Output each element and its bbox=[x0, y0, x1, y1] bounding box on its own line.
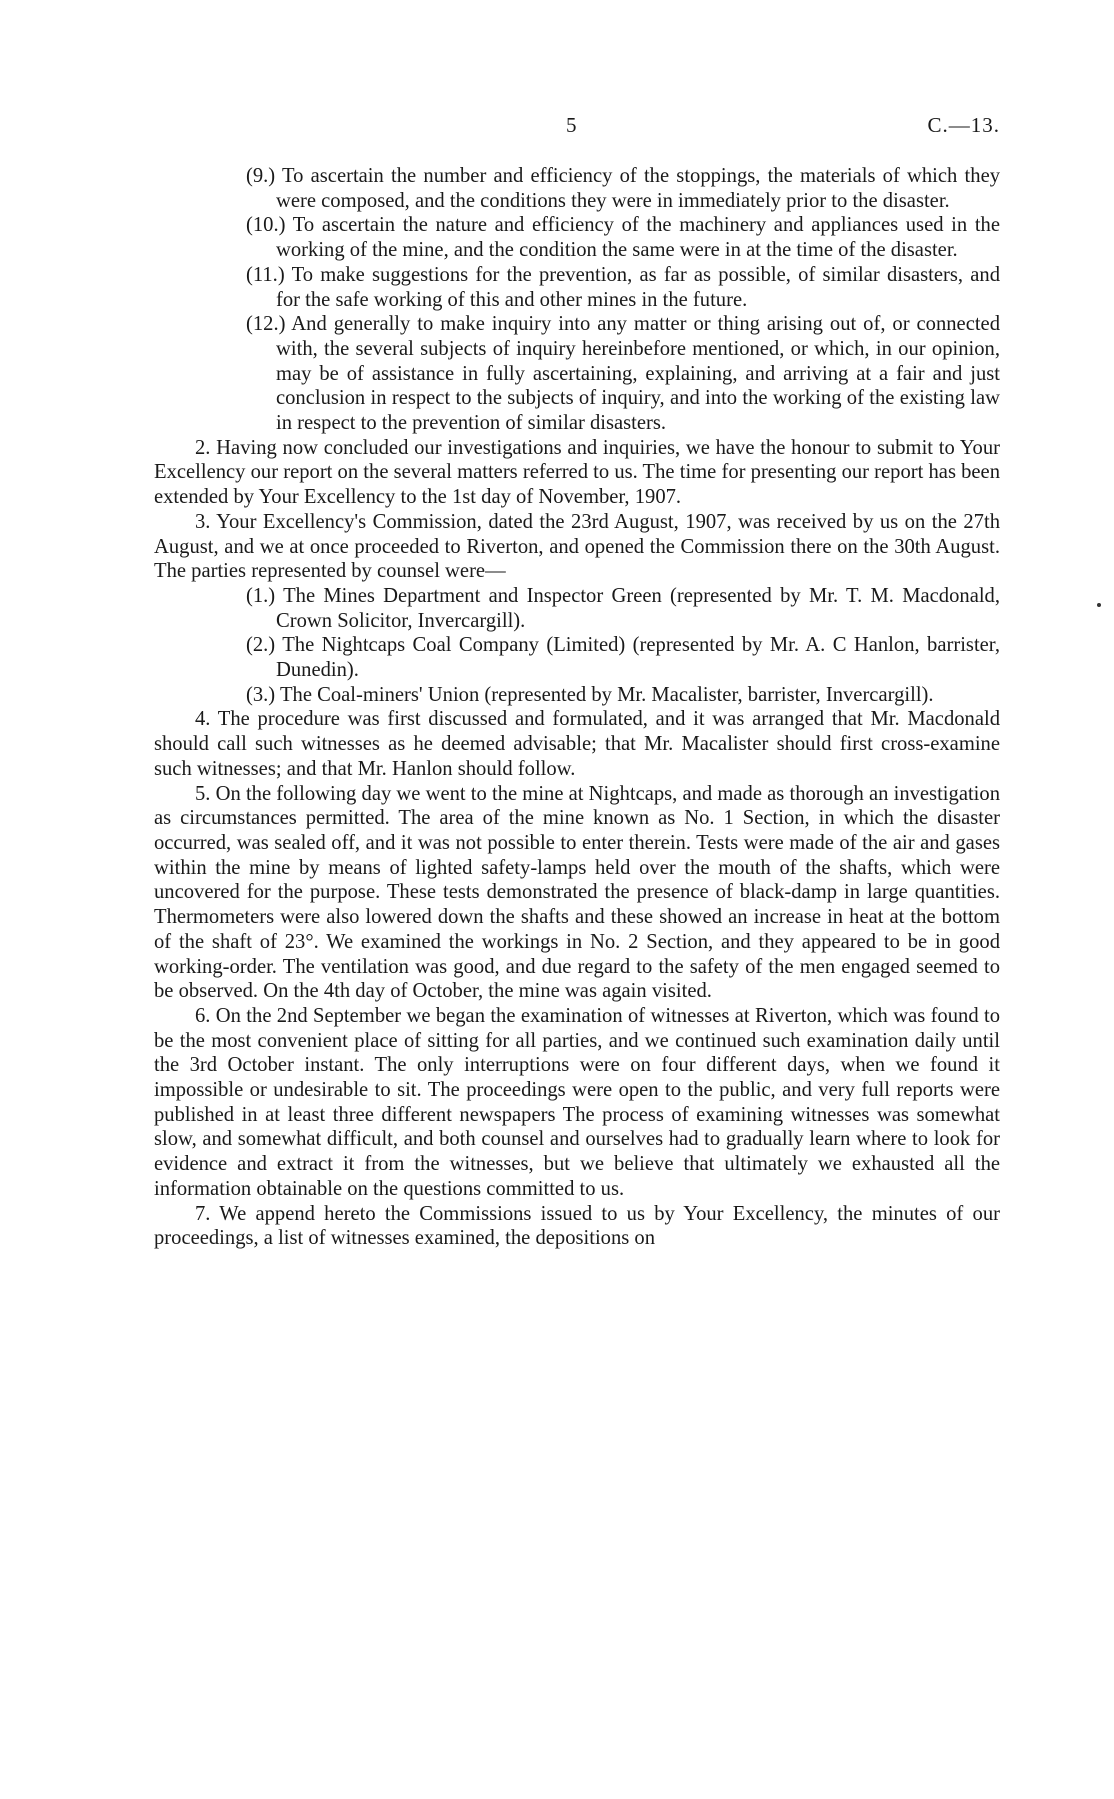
term-item-10: (10.) To ascertain the nature and efficiency of the machinery and appliances used in the working of the mine, and the condition the same were in at the time of the disaster. bbox=[246, 214, 1000, 262]
party-item-3: (3.) The Coal-miners' Union (represented by Mr. Macalister, barrister, Invercargill). bbox=[246, 683, 934, 706]
paragraph-5: 5. On the following day we went to the mine at Nightcaps, and made as thorough an investigation as circumstances permitted. The area of the mine known as No. 1 Section, in which the disaster occurred, was sealed off, and it was not possible to enter therein. Tests were made of the air and gases within the mine by means of lighted safety-lamps held over the mouth of the shafts, which were uncovered for the purpose. These tests demonstrated the presence of black-damp in large quantities. Thermometers were also lowered down the shafts and these showed an increase in heat at the bottom of the shaft of 23°. We examined the workings in No. 2 Section, and they appeared to be in good working-order. The ventilation was good, and due regard to the safety of the men engaged seemed to be observed. On the 4th day of October, the mine was again visited. bbox=[154, 782, 1000, 1003]
page-header bbox=[0, 113, 1114, 147]
margin-mark bbox=[1097, 603, 1101, 607]
paragraph-2: 2. Having now concluded our investigations and inquiries, we have the honour to submit to Your Excellency our report on the several matters referred to us. The time for presenting our report has been extended by Your Excellency to the 1st day of November, 1907. bbox=[154, 436, 1000, 509]
document-reference: C.—13. bbox=[927, 113, 1000, 137]
report-body bbox=[154, 164, 1000, 1251]
term-item-12: (12.) And generally to make inquiry into any matter or thing arising out of, or connected with, the several subjects of inquiry hereinbefore mentioned, or which, in our opinion, may be of assistance in fully ascertaining, explaining, and arriving at a fair and just conclusion in respect to the subjects of inquiry, and into the working of the existing law in respect to the prevention of similar disasters. bbox=[246, 313, 1000, 435]
paragraph-7: 7. We append hereto the Commissions issued to us by Your Excellency, the minutes of our proceedings, a list of witnesses examined, the depositions on bbox=[154, 1202, 1000, 1250]
party-item-1: (1.) The Mines Department and Inspector Green (represented by Mr. T. M. Macdonald, Crown Solicitor, Invercargill). bbox=[246, 584, 1001, 632]
term-item-11: (11.) To make suggestions for the prevention, as far as possible, of similar disasters, and for the safe working of this and other mines in the future. bbox=[246, 263, 1000, 311]
party-item-2: (2.) The Nightcaps Coal Company (Limited) (represented by Mr. A. C Hanlon, barrister, Dunedin). bbox=[246, 634, 1000, 682]
paragraph-6: 6. On the 2nd September we began the examination of witnesses at Riverton, which was found to be the most convenient place of sitting for all parties, and we continued such examination daily until the 3rd October instant. The only interruptions were on four different days, when we found it impossible or undesirable to sit. The proceedings were open to the public, and very full reports were published in at least three different newspapers The process of examining witnesses was somewhat slow, and somewhat difficult, and both counsel and ourselves had to gradually learn where to look for evidence and extract it from the witnesses, but we believe that ultimately we exhausted all the information obtainable on the questions committed to us. bbox=[154, 1004, 1000, 1200]
paragraph-3: 3. Your Excellency's Commission, dated the 23rd August, 1907, was received by us on the 27th August, and we at once proceeded to Riverton, and opened the Commission there on the 30th August. The parties represented by counsel were— bbox=[154, 510, 1000, 583]
term-item-9: (9.) To ascertain the number and efficiency of the stoppings, the materials of which they were composed, and the conditions they were in immediately prior to the disaster. bbox=[246, 165, 1001, 212]
paragraph-4: 4. The procedure was first discussed and formulated, and it was arranged that Mr. Macdonald should call such witnesses as he deemed advisable; that Mr. Macalister should first cross-examine such witnesses; and that Mr. Hanlon should follow. bbox=[154, 708, 1000, 780]
page-number: 5 bbox=[566, 113, 577, 137]
